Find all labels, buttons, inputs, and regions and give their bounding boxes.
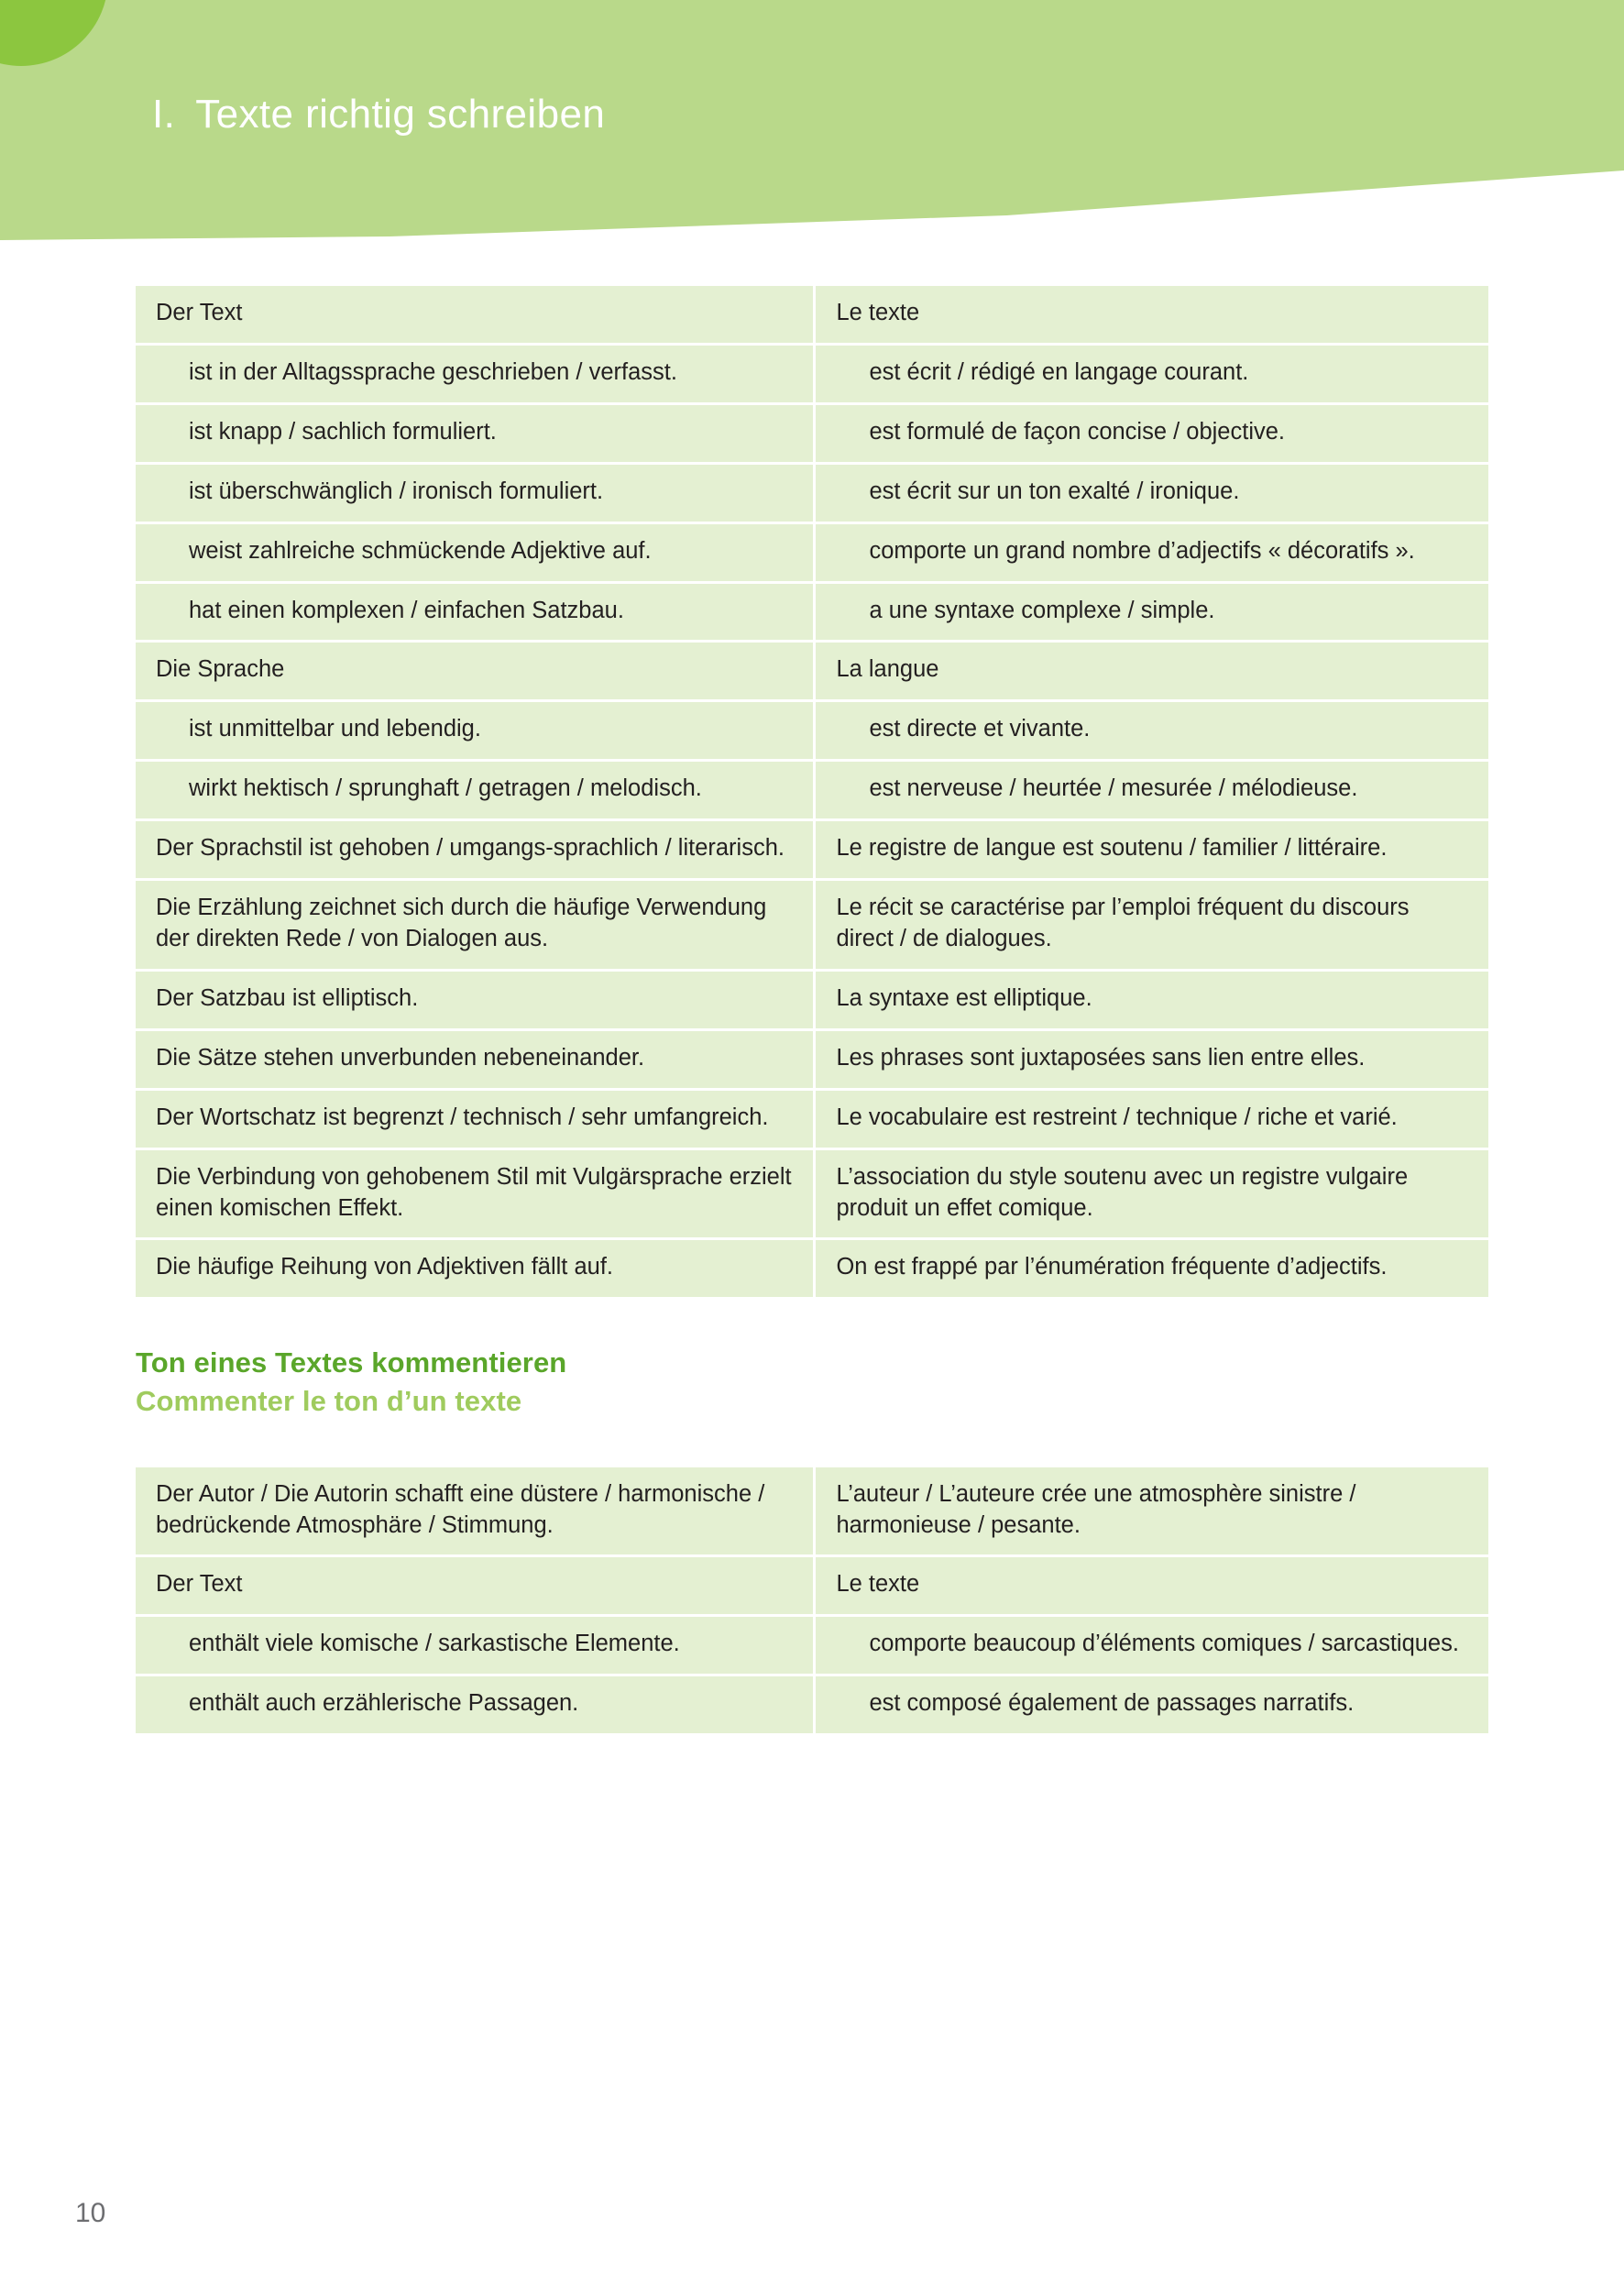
- section-heading: [136, 1345, 1488, 1419]
- chapter-title: Texte richtig schreiben: [195, 92, 606, 137]
- table-row: [136, 762, 1488, 818]
- page-content: [0, 249, 1624, 1736]
- cell-french: Les phrases sont juxtaposées sans lien entre elles.: [816, 1031, 1488, 1088]
- cell-german: enthält viele komische / sarkastische Elemente.: [136, 1617, 813, 1674]
- table-row: [136, 821, 1488, 878]
- table-row: [136, 972, 1488, 1028]
- table-row: [136, 1150, 1488, 1238]
- cell-french: L’auteur / L’auteure crée une atmosphère sinistre / harmonieuse / pesante.: [816, 1467, 1488, 1555]
- table-row: [136, 584, 1488, 641]
- cell-french: L’association du style soutenu avec un registre vulgaire produit un effet comique.: [816, 1150, 1488, 1238]
- cell-french: est formulé de façon concise / objective.: [816, 405, 1488, 462]
- cell-french: On est frappé par l’énumération fréquente d’adjectifs.: [816, 1240, 1488, 1297]
- cell-german: ist in der Alltagssprache geschrieben / verfasst.: [136, 346, 813, 402]
- table-ton-kommentieren: [136, 1467, 1488, 1734]
- cell-german: Der Text: [136, 286, 813, 343]
- table-row: [136, 405, 1488, 462]
- cell-french: Le récit se caractérise par l’emploi fréquent du discours direct / de dialogues.: [816, 881, 1488, 969]
- cell-german: Die Erzählung zeichnet sich durch die häufige Verwendung der direkten Rede / von Dialogen aus.: [136, 881, 813, 969]
- cell-german: Der Sprachstil ist gehoben / umgangs-sprachlich / literarisch.: [136, 821, 813, 878]
- cell-german: Die Sätze stehen unverbunden nebeneinander.: [136, 1031, 813, 1088]
- cell-french: est nerveuse / heurtée / mesurée / mélodieuse.: [816, 762, 1488, 818]
- cell-french: La langue: [816, 643, 1488, 699]
- page-header: [0, 0, 1624, 249]
- cell-french: est écrit sur un ton exalté / ironique.: [816, 465, 1488, 522]
- cell-french: est écrit / rédigé en langage courant.: [816, 346, 1488, 402]
- cell-french: a une syntaxe complexe / simple.: [816, 584, 1488, 641]
- table-row: [136, 881, 1488, 969]
- table-row: [136, 1617, 1488, 1674]
- table-row: [136, 702, 1488, 759]
- cell-french: comporte beaucoup d’éléments comiques / sarcastiques.: [816, 1617, 1488, 1674]
- chapter-number: I.: [152, 92, 176, 137]
- table-row: [136, 1031, 1488, 1088]
- cell-german: hat einen komplexen / einfachen Satzbau.: [136, 584, 813, 641]
- cell-german: weist zahlreiche schmückende Adjektive auf.: [136, 524, 813, 581]
- cell-french: Le texte: [816, 1557, 1488, 1614]
- cell-german: Die häufige Reihung von Adjektiven fällt auf.: [136, 1240, 813, 1297]
- section-heading-fr: Commenter le ton d’un texte: [136, 1384, 522, 1417]
- cell-french: Le registre de langue est soutenu / familier / littéraire.: [816, 821, 1488, 878]
- table-row: [136, 643, 1488, 699]
- cell-french: Le texte: [816, 286, 1488, 343]
- cell-german: ist unmittelbar und lebendig.: [136, 702, 813, 759]
- table-row: [136, 1676, 1488, 1733]
- table-row: [136, 286, 1488, 343]
- cell-german: Der Autor / Die Autorin schafft eine düstere / harmonische / bedrückende Atmosphäre / Stimmung.: [136, 1467, 813, 1555]
- table-row: [136, 346, 1488, 402]
- cell-french: La syntaxe est elliptique.: [816, 972, 1488, 1028]
- cell-german: ist überschwänglich / ironisch formuliert.: [136, 465, 813, 522]
- cell-german: ist knapp / sachlich formuliert.: [136, 405, 813, 462]
- table-row: [136, 1240, 1488, 1297]
- cell-german: wirkt hektisch / sprunghaft / getragen / melodisch.: [136, 762, 813, 818]
- cell-german: Die Sprache: [136, 643, 813, 699]
- page-number: 10: [75, 2198, 106, 2228]
- cell-french: comporte un grand nombre d’adjectifs « décoratifs ».: [816, 524, 1488, 581]
- cell-german: Der Wortschatz ist begrenzt / technisch / sehr umfangreich.: [136, 1091, 813, 1148]
- page-title: [152, 92, 605, 137]
- cell-german: Der Text: [136, 1557, 813, 1614]
- table-row: [136, 1091, 1488, 1148]
- table-row: [136, 1467, 1488, 1555]
- section-heading-de: Ton eines Textes kommentieren: [136, 1346, 567, 1379]
- table-row: [136, 1557, 1488, 1614]
- table-text-und-sprache: [136, 286, 1488, 1297]
- cell-german: Die Verbindung von gehobenem Stil mit Vulgärsprache erzielt einen komischen Effekt.: [136, 1150, 813, 1238]
- table-row: [136, 465, 1488, 522]
- table-row: [136, 524, 1488, 581]
- cell-german: Der Satzbau ist elliptisch.: [136, 972, 813, 1028]
- cell-german: enthält auch erzählerische Passagen.: [136, 1676, 813, 1733]
- cell-french: est composé également de passages narratifs.: [816, 1676, 1488, 1733]
- cell-french: Le vocabulaire est restreint / technique / riche et varié.: [816, 1091, 1488, 1148]
- cell-french: est directe et vivante.: [816, 702, 1488, 759]
